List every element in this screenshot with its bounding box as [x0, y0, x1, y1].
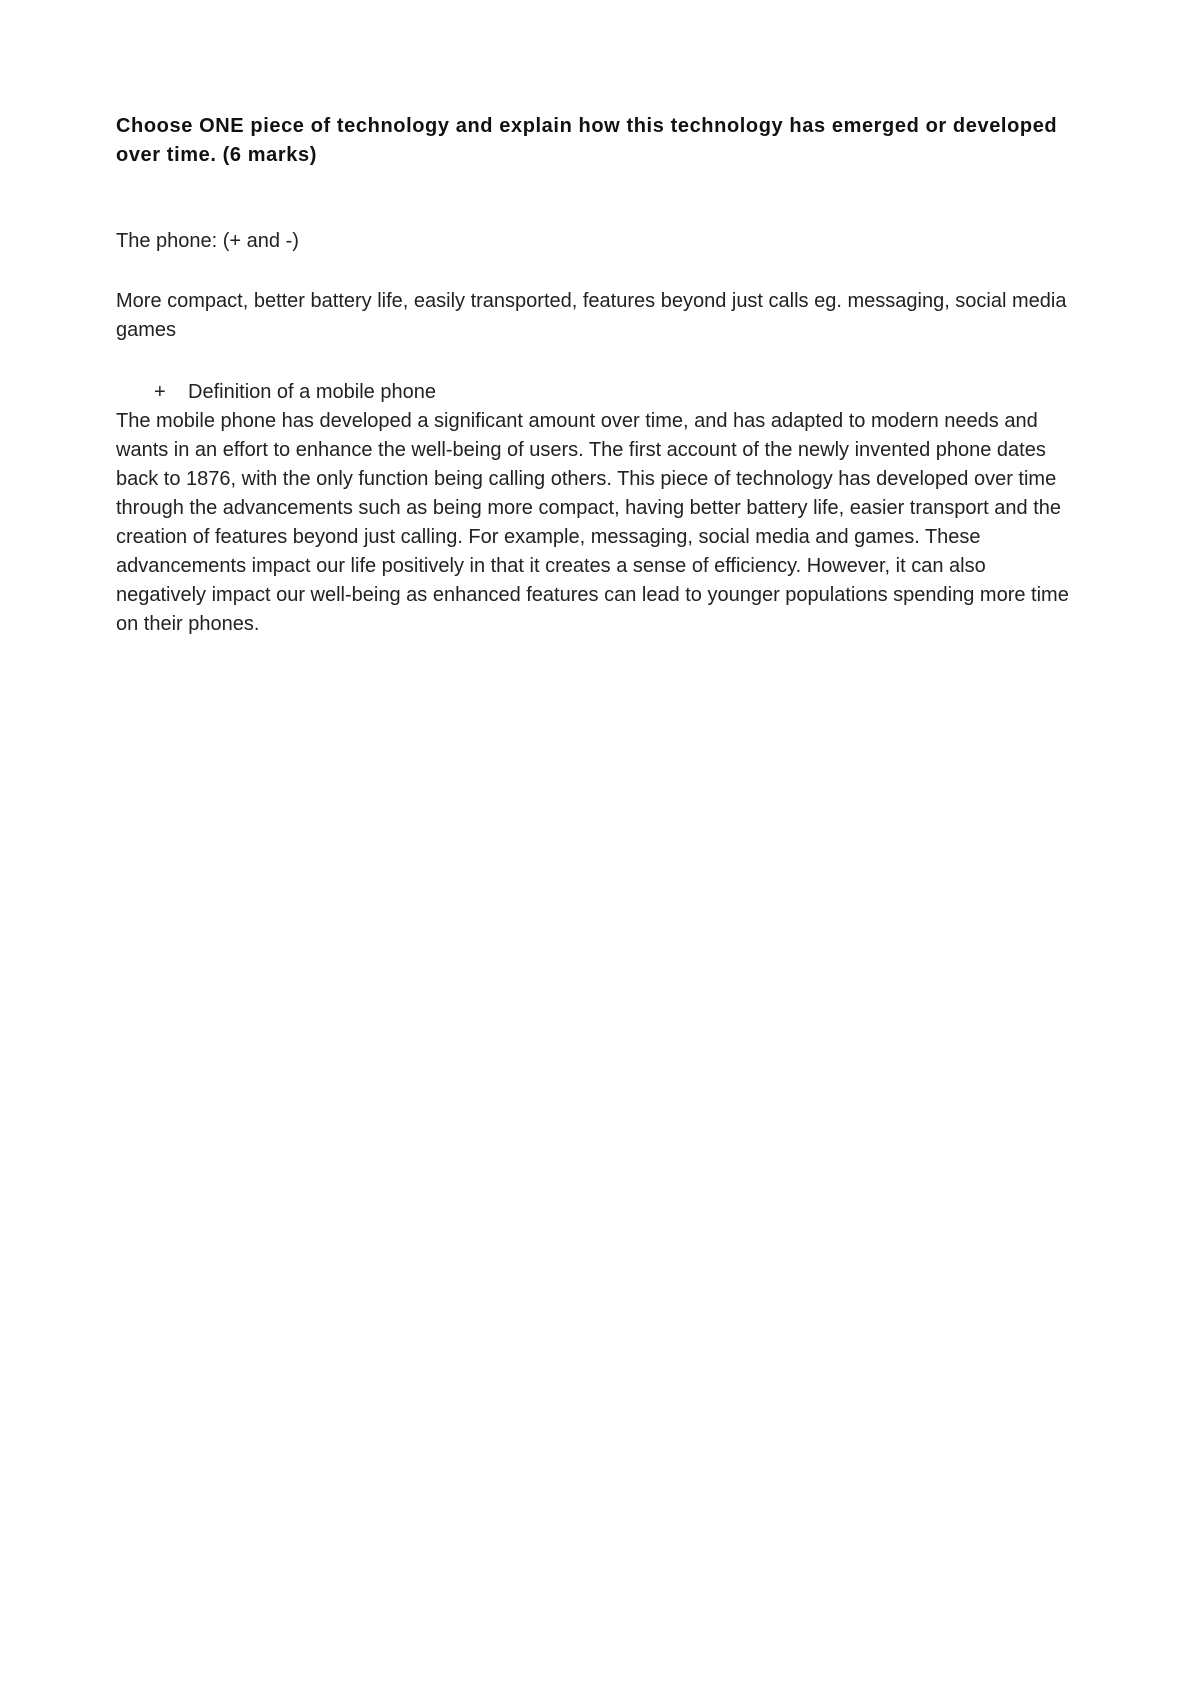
- topic-line: The phone: (+ and -): [116, 230, 299, 252]
- bullet-list: [116, 378, 1076, 407]
- bullet-text: Definition of a mobile phone: [188, 381, 436, 403]
- features-note: More compact, better battery life, easily transported, features beyond just calls eg. messaging, social media games: [116, 290, 1067, 341]
- list-item: [116, 378, 1076, 407]
- question-heading: Choose ONE piece of technology and explain how this technology has emerged or developed over time. (6 marks): [116, 115, 1058, 166]
- plus-bullet-icon: +: [154, 381, 166, 403]
- answer-paragraph: The mobile phone has developed a significant amount over time, and has adapted to modern needs and wants in an effort to enhance the well-being of users. The first account of the newly invented phone dates back to 1876, with the only function being calling others. This piece of technology has developed over time through the advancements such as being more compact, having better battery life, easier transport and the creation of features beyond just calling. For example, messaging, social media and games. These advancements impact our life positively in that it creates a sense of efficiency. However, it can also negatively impact our well-being as enhanced features can lead to younger populations spending more time on their phones.: [116, 410, 1069, 635]
- document-body: [116, 112, 1076, 639]
